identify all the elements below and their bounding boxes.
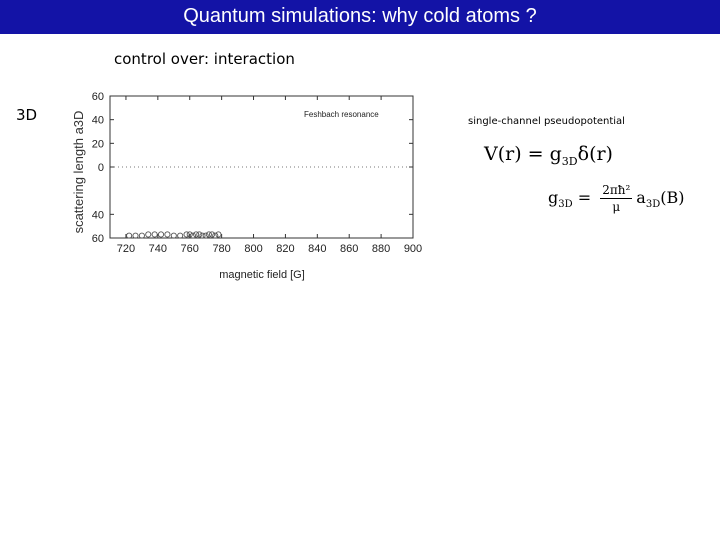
pseudopotential-note: single-channel pseudopotential bbox=[468, 116, 625, 127]
y-tick-label: 40 bbox=[91, 114, 104, 127]
formula-v-rhs: δ(r) bbox=[577, 143, 613, 165]
coupling-formula bbox=[548, 182, 684, 215]
formula-g-lhs: g bbox=[548, 188, 559, 207]
formula-a: a bbox=[636, 188, 646, 207]
feshbach-figure bbox=[70, 86, 440, 291]
x-tick-label: 800 bbox=[244, 243, 263, 255]
dimension-label: 3D bbox=[16, 106, 38, 124]
formula-denominator: μ bbox=[612, 200, 621, 214]
x-axis-label: magnetic field [G] bbox=[219, 269, 305, 281]
formula-fraction bbox=[600, 182, 632, 215]
formula-numerator: 2πħ² bbox=[602, 183, 631, 197]
formula-v-sub: 3D bbox=[561, 154, 578, 168]
y-tick-label: 60 bbox=[91, 233, 104, 245]
formula-g-sub: 3D bbox=[558, 199, 573, 211]
y-tick-label: 60 bbox=[91, 91, 104, 103]
x-tick-label: 740 bbox=[148, 243, 168, 255]
x-tick-label: 840 bbox=[308, 243, 327, 255]
formula-a-sub: 3D bbox=[645, 199, 661, 211]
slide-title: Quantum simulations: why cold atoms ? bbox=[183, 5, 537, 27]
x-tick-label: 720 bbox=[116, 243, 136, 255]
formula-a-arg: (B) bbox=[660, 188, 685, 207]
y-tick-label: 0 bbox=[97, 162, 104, 174]
y-tick-label: 20 bbox=[91, 138, 104, 151]
x-tick-label: 880 bbox=[371, 243, 391, 255]
y-axis-label: scattering length a3D bbox=[71, 110, 86, 234]
pseudopotential-formula bbox=[484, 143, 613, 168]
formula-g-eq: = bbox=[572, 188, 597, 207]
x-tick-label: 820 bbox=[276, 243, 295, 255]
x-tick-label: 780 bbox=[212, 243, 231, 255]
slide-subtitle: control over: interaction bbox=[114, 50, 295, 68]
feshbach-annotation: Feshbach resonance bbox=[304, 110, 379, 119]
scattering-length-chart bbox=[70, 86, 440, 286]
x-tick-label: 760 bbox=[180, 243, 199, 255]
x-tick-label: 860 bbox=[340, 243, 359, 255]
formula-v-lhs: V(r) = g bbox=[484, 143, 562, 165]
x-tick-label: 900 bbox=[403, 243, 423, 255]
y-tick-label: 40 bbox=[91, 209, 104, 222]
